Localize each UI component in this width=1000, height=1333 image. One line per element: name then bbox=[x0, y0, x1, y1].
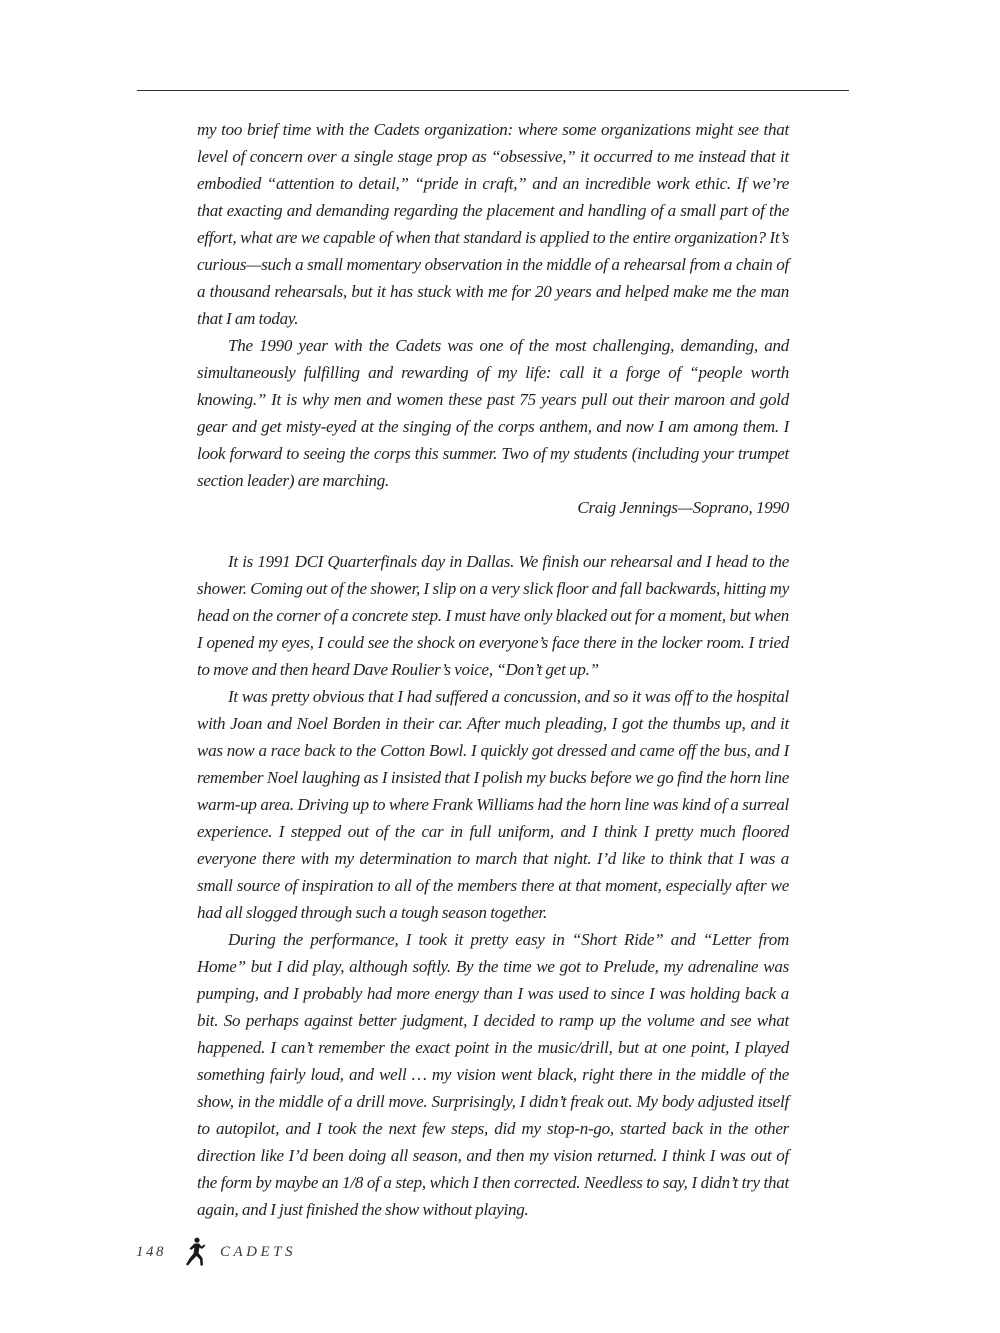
author-signature: Craig Jennings—Soprano, 1990 bbox=[577, 498, 789, 517]
paragraph: It was pretty obvious that I had suffered a concussion, and so it was off to the hospital with Joan and Noel Borden in their car. After much pleading, I got the thumbs up, and it was now a race back to the Cotton Bowl. I quickly got dressed and came off the bus, and I remember Noel laughing as I insisted that I polish my bucks before we go find the horn line warm-up area. Driving up to where Frank Williams had the horn line was kind of a surreal experience. I stepped out of the car in full uniform, and I think I pretty much floored everyone there with my determination to march that night. I’d like to think that I was a small source of inspiration to all of the members there at that moment, especially after we had all slogged through such a tough season together. bbox=[197, 687, 789, 922]
paragraph: The 1990 year with the Cadets was one of the most challenging, demanding, and simultaneously fulfilling and rewarding of my life: call it a forge of “people worth knowing.” It is why men and women these past 75 years pull out their maroon and gold gear and get misty-eyed at the singing of the corps anthem, and now I am among them. I look forward to seeing the corps this summer. Two of my students (including your trumpet section leader) are marching. bbox=[197, 336, 789, 490]
page-number: 148 bbox=[136, 1243, 166, 1260]
paragraph: During the performance, I took it pretty easy in “Short Ride” and “Letter from Home” but I did play, although softly. By the time we got to Prelude, my adrenaline was pumping, and I probably had more energy than I was used to since I was holding back a bit. So perhaps against better judgment, I decided to ramp up the volume and see what happened. I can’t remember the exact point in the music/drill, but at one point, I played something fairly loud, and well … my vision went black, right there in the middle of the show, in the middle of a drill move. Surprisingly, I didn’t freak out. My body adjusted itself to autopilot, and I took the next few steps, did my stop-n-go, started back in the other direction like I’d been doing all season, and then my vision returned. I think I was out of the form by maybe an 1/8 of a step, which I then corrected. Needless to say, I didn’t try that again, and I just finished the show without playing. bbox=[197, 930, 789, 1219]
page-footer bbox=[136, 1237, 296, 1267]
body-text bbox=[197, 116, 789, 1223]
cadets-figure-icon bbox=[184, 1237, 206, 1267]
paragraph-continued: my too brief time with the Cadets organization: where some organizations might see that level of concern over a single stage prop as “obsessive,” it occurred to me instead that it embodied “attention to detail,” “pride in craft,” and an incredible work ethic. If we’re that exacting and demanding regarding the placement and handling of a small part of the effort, what are we capable of when that standard is applied to the entire organization? It’s curious—such a small momentary observation in the middle of a rehearsal from a chain of a thousand rehearsals, but it has stuck with me for 20 years and helped make me the man that I am today. bbox=[197, 120, 789, 328]
header-rule bbox=[137, 90, 849, 91]
paragraph: It is 1991 DCI Quarterfinals day in Dallas. We finish our rehearsal and I head to the shower. Coming out of the shower, I slip on a very slick floor and fall backwards, hitting my head on the corner of a concrete step. I must have only blacked out for a moment, but when I opened my eyes, I could see the shock on everyone’s face there in the locker room. I tried to move and then heard Dave Roulier’s voice, “Don’t get up.” bbox=[197, 552, 789, 679]
running-title: CADETS bbox=[220, 1243, 297, 1260]
section-break bbox=[197, 521, 789, 548]
